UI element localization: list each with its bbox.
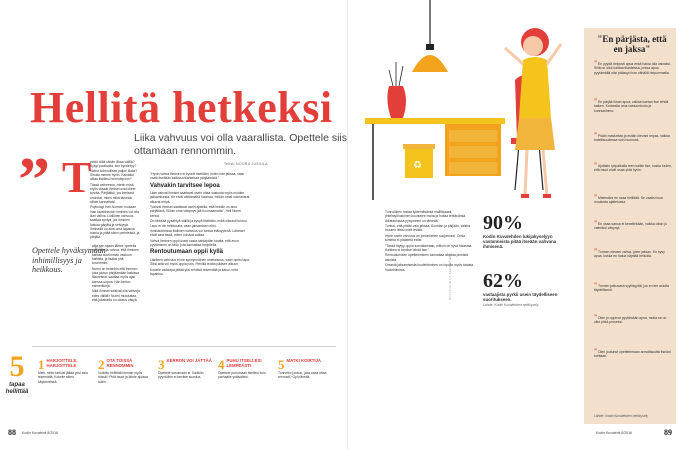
page-number-right: 89 [664, 428, 672, 437]
tips-badge [2, 352, 32, 414]
subhead-rest: Vahvakin tarvitsee lepoa [150, 182, 220, 189]
quote-mark-icon: ” [594, 133, 597, 139]
body-column-3 [385, 210, 475, 273]
paragraph: "Hyvin vahva ihminen ei kysele itseltään, miten hän jaksaa, vaan vaatii itseltään kaikissa tilanteissa pärjäämistä." [150, 172, 245, 181]
tip-text: Opettele puhumaan itsellesi kuin parhaalle ystävällesi. [218, 371, 266, 380]
paragraph: Psykologi Heli Nurmen mukaan ihan tavallinenkin ihminen voi olla liian vahva. Liiallinen vahvuus saattaa syntyä, jos ihminen haluaa pärjätä ja selviytyä. Ihmisellä on aina oma tapansa toimia ja pitää kiinni perinteistä, ja pärjätä. [90, 205, 140, 240]
desk-lamp-icon [412, 0, 448, 72]
paragraph: Mitä ihmiset saisivat olla vahvoja edes välillä? Nurmi muistuttaa, että jokaisella on oikeus väsyä. [92, 289, 140, 302]
paragraph: Rentoutumisen opetteleminen kannattaa aloittaa pienistä asioista. [385, 253, 469, 262]
tip-text: Mieti, miltä tuntuisi jättää yksi asia tekemättä. Kokeile sitten käytännössä. [38, 371, 88, 384]
stat-block-2 [483, 270, 573, 308]
tip-4 [218, 358, 272, 380]
tips-badge-number: 5 [9, 350, 25, 383]
sidebar-quote-text: Pidän maskeista ja esitän olevani reipas, vaikka todellisuudessa voin huonosti. [594, 134, 670, 143]
sidebar-quote [594, 134, 672, 143]
quote-mark-icon: ” [594, 349, 597, 355]
tip-3 [158, 358, 212, 380]
sidebar-quote-text: En pärjää ilman apua, vaikka koetan itse tehdä kaiken. Korkealla oma vastuuntunto ja kunnianhimo. [594, 100, 669, 113]
sidebar-quote [594, 164, 672, 173]
tip-number: 1 [38, 357, 45, 372]
magazine-name-right: Kodin Kuvalehti 8/2016 [596, 431, 632, 435]
body-column-2 [150, 172, 250, 277]
sidebar-quote-text: Mielestäni en osaa hellittää. Se vaatisi isoa muutosta ajattelussa. [594, 196, 663, 205]
tips-badge-label: tapaa hellittää [5, 382, 29, 395]
stat-text: Kodin Kuvalehden lukijakyselyyn vastanneista pitää itseään vahvana ihmisenä. [483, 234, 557, 250]
quote-mark-icon: ” [594, 221, 597, 227]
paragraph: Tässä vaiheessa, mietin minä, myös viisaat ihmiset ovat olleet kovilla. Pärjäätkö, jos ihmisinä unohdat, miten mikä tärkeää silloin kannattaisi. [90, 182, 136, 204]
stat-block-1 [483, 212, 573, 250]
tip-title: PUHU ITSELLESI LEMPEÄSTI [226, 358, 262, 368]
sidebar-quote-text: En osaa sanoa ei kenellekään, vaikka olisin jo valmiiksi väsynyt. [594, 222, 667, 231]
paragraph: aika sen sijaan lähtee opetella vaikealta ja valvoa, että ihminen kantaa suurimman vastuun kaikista, ja lisäksi yhä kovemmin. [92, 244, 139, 266]
byline: Teksti NOORA JUSSILA [224, 162, 268, 166]
tip-number: 2 [98, 357, 105, 372]
quote-mark-icon: ” [594, 315, 597, 321]
quote-mark-icon: ” [594, 61, 597, 67]
tip-1 [38, 358, 92, 384]
sidebar-quote [594, 62, 672, 75]
tip-number: 4 [218, 357, 225, 372]
sidebar-quote [594, 100, 672, 113]
tip-text: Opettele sanomaan ei. Kaikkiin pyyntöihin ei tarvitse suostua. [158, 371, 204, 380]
illustration-credit: KUVITUS ELLA SEESSINEN [448, 254, 452, 300]
sidebar-heading: "En pärjästa, että en jaksa" [597, 34, 667, 54]
tip-text: Tunnetko jonkun, joka osaa ottaa rennosti? Opi häneltä. [278, 371, 327, 380]
quote-mark-icon: ” [594, 163, 597, 169]
paragraph: On tärkeää pysähtyä välillä ja kysyä itseltään, miltä oikeasti tuntuu. Lepo ei ole heikkoutta, vaan jaksamisen ehto. [150, 219, 248, 228]
paragraph: Tunnollinen hoitaa työtehtävänsä mallikkaasti, yhteistyöhaluinen kuuntelee muita ja hoitaa tehtävänsä. Aikatauluissa pysyminen on tärkeää. [385, 210, 467, 223]
quote-mark-icon: ” [594, 249, 597, 255]
tip-number: 3 [158, 357, 165, 372]
tip-title: HARJOITTELE, HARJOITTELE [46, 358, 78, 368]
quote-mark-icon: ” [594, 195, 597, 201]
body-column-1 [90, 160, 140, 241]
stat-value: 90% [483, 212, 523, 234]
sidebar-quote [594, 250, 672, 259]
dropcap: T [62, 153, 92, 202]
quote-mark-icon: ” [594, 283, 597, 289]
sidebar-quote [594, 196, 672, 205]
vase-icon [387, 62, 406, 118]
sidebar-quote [594, 284, 672, 293]
headline: Hellitä hetkeksi [30, 83, 333, 132]
sidebar-quote [594, 222, 672, 231]
tip-title: OTA TÖISSÄ RENNOMMIN [106, 358, 134, 368]
sidebar-quote-text: Tunnen olevani vahva, joten jaksan. En kysy apua, koska en halua näyttää heikolta. [594, 250, 665, 259]
illustration [355, 0, 580, 205]
sidebar-quote [594, 350, 672, 359]
paragraph: Tuntuu, että pitäisi vain jaksaa. Suoritan ja pärjään, vaikka muuten tekisi mieli levätä. [385, 224, 470, 233]
recycle-bin-icon [403, 144, 435, 178]
tip-number: 5 [278, 357, 285, 372]
tip-5 [278, 358, 332, 380]
quote-mark-icon: ” [594, 99, 597, 105]
svg-text:♻: ♻ [413, 160, 422, 171]
sidebar-quote-text: Olen jo oppinut pyytämään apua, mutta se on ollut pitkä prosessi. [594, 316, 667, 325]
tip-2 [98, 358, 152, 384]
tips-divider [32, 346, 336, 347]
tip-title: MATKI KOIRTIJA [286, 358, 322, 363]
paragraph: Kokeile vaikkapa jättää yksi tehtävä tekemättä ja katso, mitä tapahtuu. [150, 267, 238, 276]
pull-quote: Opettele hyväksymään inhimillisyys ja heikkous. [32, 246, 106, 275]
intro-text: Liika vahvuus voi olla vaarallista. Opettele siis ottamaan rennommin. [134, 132, 348, 157]
quote-mark-icon: ” [18, 144, 50, 215]
magazine-name-left: Kodin Kuvalehti 8/2016 [22, 431, 58, 435]
sidebar-source: Lähde: Kodin Kuvalehden nettikysely [594, 414, 649, 418]
paragraph: eetkö töitä vähän liikaa välillä? Kysyt puolisolta, kun kyrsiintyy? Valvot kohtuullisen paljon illalla? Sinulla menee hyvin. Kaivatko aikaa itsellesi hermolepoon? [90, 160, 138, 182]
subhead-relax: Rentoutumaan oppii kyllä [150, 249, 224, 256]
desk-icon [365, 118, 505, 200]
page-number-left: 88 [8, 428, 16, 437]
paragraph: Ihmissuhteissa liiallinen vahvuus voi tuntua etäisyytenä. Läheiset eivät aina tiedä, miten voisivat auttaa. [150, 229, 245, 238]
paragraph: Hyvin usein vahvuus on jonkinlainen suojamuuri. Omia tunteita ei päästetä esille. [385, 233, 465, 243]
paragraph: Vahva ihminen oppii usein vasta kantapään kautta, että avun pyytäminen on taito, jota kannattaa harjoitella. [150, 238, 239, 248]
sidebar-quote-text: Olen joutunut opettelemaan armollisuutta itseäni kohtaan. [594, 350, 671, 359]
sidebar-quote-text: En pyydä helposti apua enkä halua olla vaivaksi. Siitä on ollut haittaa tilanteissa, joissa apua pyytämällä olisi päässyt ihan vähällä helpommalla. [594, 62, 671, 75]
woman-figure-icon [505, 28, 561, 198]
stat-text: vastaajista pyrkii usein täydelliseen suoritukseen. [483, 292, 558, 303]
paragraph: Omasta jaksamisesta huolehtiminen on lopulta myös toisista huolehtimista. [385, 263, 474, 272]
stat-value: 62% [483, 270, 523, 292]
paragraph: "Vahvat ihmiset saattavat usein ajatella, että heidän on aina pärjättävä. Silloin oma väsymys jää huomaamatta", Heli Nurmi kertoo. [150, 205, 241, 218]
page-spine [347, 0, 348, 450]
body-column-1b [92, 244, 140, 303]
tip-text: Voisitko hellittää hieman myös töissä? Pidä tauot ja lähde ajoissa kotiin. [98, 371, 148, 384]
paragraph: Liiallinen vahvuus ei ole synnynnäinen ominaisuus, vaan opittu tapa. Siksi siitä voi myös oppia pois. Pienillä teoilla pääsee alkuun. [150, 257, 250, 267]
sidebar-quote-text: Ajoittain työpaikalla teen kaikki itse, koska luulen, että muut eivät osaa yhtä hyvin. [594, 164, 672, 173]
paragraph: Liian vahvat ihmiset saattavat usein ottaa vastuuta myös muiden jaksamisesta. He eivät välttämättä huomaa, milloin omat voimavarat alkavat ehtyä. [150, 191, 250, 204]
sidebar-quote [594, 316, 672, 325]
paragraph: Nurmi on tietenkin että ihminen joka joutuu pärjäämään kaikissa tilanteissa, saattaa myös ajan kanssa uupua. Hän kertoo esimerkkejä. [92, 266, 139, 288]
stat-source: Lähde: Kodin Kuvalehden nettikysely [483, 303, 539, 308]
sidebar-quote-text: Tunnen jatkuvasti syyllisyyttä, jos en tee asioita täydellisesti. [594, 284, 669, 293]
tip-title: KERRON VOI JÄTTÄÄ [166, 358, 212, 363]
paragraph: "Tässä täytyy oppia tunnistamaan, milloin on hyvä hidastaa. Kaikkea ei tarvitse tehdä itse." [385, 243, 473, 252]
